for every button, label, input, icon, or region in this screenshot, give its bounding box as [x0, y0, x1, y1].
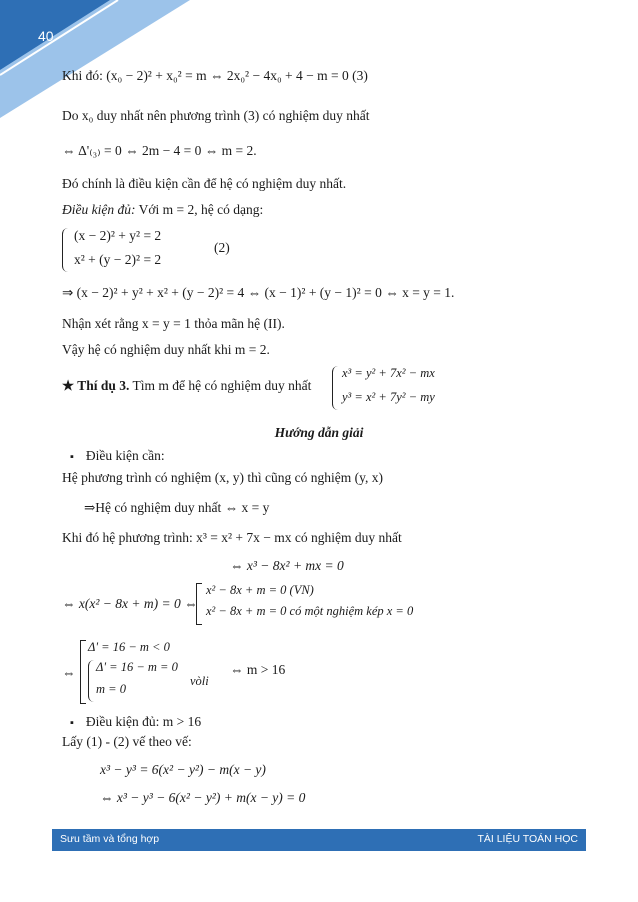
note-text: vòli [190, 674, 209, 688]
text-line: ⇔ Δ'₍₃₎ = 0 ⇔ 2m − 4 = 0 ⇔ m = 2. [62, 143, 257, 158]
equation: x³ = y² + 7x² − mx [342, 366, 435, 380]
text-line: Đó chính là điều kiện cần để hệ có nghiệm duy nhất. [62, 176, 347, 191]
result: ⇔ m > 16 [230, 662, 286, 677]
equation: ⇔ x³ − y³ − 6(x² − y²) + m(x − y) = 0 [100, 790, 306, 805]
page-number: 40 [38, 28, 54, 44]
case-bracket [196, 583, 202, 625]
equation: ⇔ x(x² − 8x + m) = 0 ⇔ [62, 596, 198, 611]
example-text: Tìm m để hệ có nghiệm duy nhất [129, 378, 312, 393]
equation: x³ − y³ = 6(x² − y²) − m(x − y) [100, 762, 266, 777]
footer-left-text: Sưu tầm và tổng hợp [60, 833, 160, 845]
equation: x² − 8x + m = 0 (VN) [206, 583, 314, 597]
text-line: Do x₀ duy nhất nên phương trình (3) có nghiệm duy nhất [62, 108, 370, 123]
system-brace [62, 228, 69, 272]
text-line: Nhận xét rằng x = y = 1 thỏa mãn hệ (II). [62, 316, 285, 331]
equation: (x − 2)² + y² = 2 [74, 228, 162, 243]
footer-right-text: TÀI LIỆU TOÁN HỌC [477, 833, 578, 845]
text-line: Lấy (1) - (2) vế theo vế: [62, 734, 192, 749]
equation: Δ' = 16 − m < 0 [88, 640, 170, 654]
case-bracket [80, 640, 86, 704]
system-brace [88, 660, 95, 702]
example-label: ★ Thí dụ 3. [62, 378, 130, 393]
equation: Δ' = 16 − m = 0 [96, 660, 178, 674]
text-line: Khi đó hệ phương trình: x³ = x² + 7x − mx có nghiệm duy nhất [62, 530, 402, 545]
equation-tag: (2) [214, 240, 230, 255]
equation: y³ = x² + 7y² − my [342, 390, 435, 404]
equation: ⇔ [62, 665, 76, 680]
text-line: Khi đó: (x₀ − 2)² + x₀² = m ⇔ 2x₀² − 4x₀ + 4 − m = 0 (3) [62, 68, 368, 83]
condition-label: Điều kiện đủ: [62, 202, 136, 217]
equation: x² − 8x + m = 0 có một nghiệm kép x = 0 [206, 604, 414, 618]
equation: x² + (y − 2)² = 2 [74, 252, 162, 267]
system-brace [332, 366, 339, 410]
example-heading [62, 378, 311, 394]
text-line: ⇒Hệ có nghiệm duy nhất ⇔ x = y [84, 500, 270, 515]
equation: ⇔ x³ − 8x² + mx = 0 [230, 558, 344, 573]
text-line: Vậy hệ có nghiệm duy nhất khi m = 2. [62, 342, 270, 357]
text-line: Hệ phương trình có nghiệm (x, y) thì cũng có nghiệm (y, x) [62, 470, 384, 485]
page-corner-decoration [0, 0, 190, 118]
text-line: ⇒ (x − 2)² + y² + x² + (y − 2)² = 4 ⇔ (x − 1)² + (y − 1)² = 0 ⇔ x = y = 1. [62, 285, 455, 300]
condition-text: Với m = 2, hệ có dạng: [135, 202, 264, 217]
section-title: Hướng dẫn giải [274, 425, 364, 440]
bullet-item: ▪ Điều kiện đủ: m > 16 [70, 714, 201, 730]
text-line [62, 202, 263, 218]
bullet-item: ▪ Điều kiện cần: [70, 448, 165, 464]
equation: m = 0 [96, 682, 126, 696]
